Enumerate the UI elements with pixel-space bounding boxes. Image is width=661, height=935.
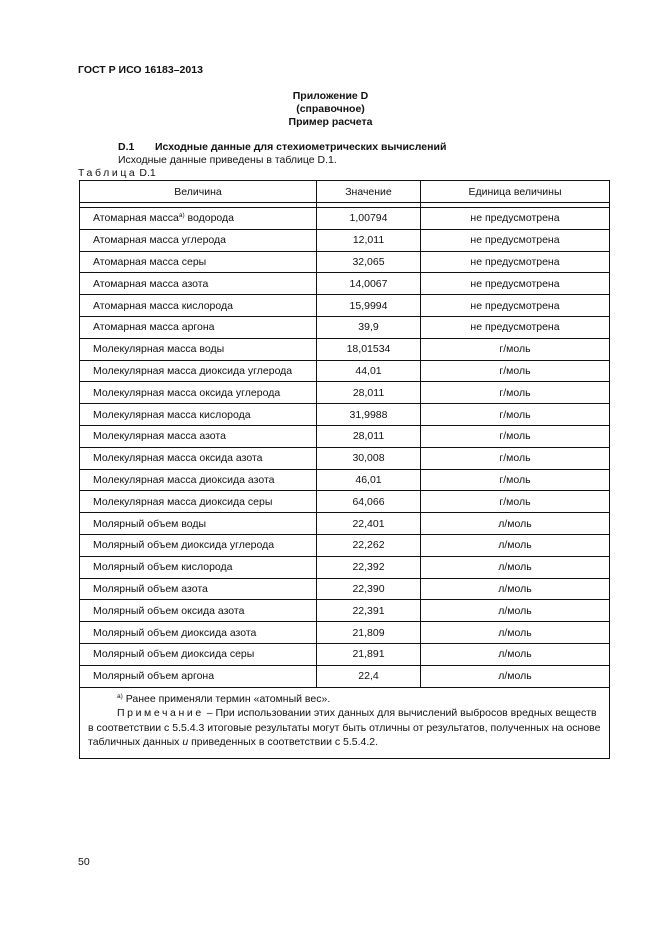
note-text-1: – При использовании этих данных для вычислений выбросов вредных веществ в соответствии с 5.5.4.3 итоговые результаты могут быть отличны от результатов, полученных на основе табличных данных <box>88 707 601 749</box>
cell-quantity: Молярный объем оксида азота <box>80 600 317 622</box>
cell-quantity: Молярный объем аргона <box>80 665 317 687</box>
cell-value: 22,262 <box>317 534 421 556</box>
footnote-a <box>88 692 601 707</box>
note-text-2: приведенных в соответствии с 5.5.4.2. <box>188 736 379 749</box>
cell-quantity: Молярный объем кислорода <box>80 556 317 578</box>
cell-quantity: Атомарная масса углерода <box>80 229 317 251</box>
cell-quantity: Молярный объем диоксида углерода <box>80 534 317 556</box>
section-intro: Исходные данные приведены в таблице D.1. <box>118 154 337 166</box>
section-title: Исходные данные для стехиометрических вычислений <box>155 141 447 153</box>
cell-value: 22,391 <box>317 600 421 622</box>
table-row <box>80 643 610 665</box>
cell-unit: не предусмотрена <box>421 251 610 273</box>
cell-unit: л/моль <box>421 622 610 644</box>
table-footnotes <box>80 687 610 758</box>
cell-unit: не предусмотрена <box>421 316 610 338</box>
cell-quantity: Атомарная масса серы <box>80 251 317 273</box>
table-row <box>80 273 610 295</box>
header-value: Значение <box>317 181 421 203</box>
appendix-subtitle: Пример расчета <box>288 116 373 128</box>
cell-value: 22,390 <box>317 578 421 600</box>
table-row <box>80 360 610 382</box>
cell-value: 39,9 <box>317 316 421 338</box>
cell-quantity: Молярный объем диоксида серы <box>80 643 317 665</box>
cell-unit: г/моль <box>421 469 610 491</box>
cell-unit: л/моль <box>421 534 610 556</box>
table-row <box>80 534 610 556</box>
table-row <box>80 578 610 600</box>
section-number: D.1 <box>118 141 135 153</box>
table-row <box>80 382 610 404</box>
cell-unit: л/моль <box>421 643 610 665</box>
cell-value: 44,01 <box>317 360 421 382</box>
cell-value: 22,392 <box>317 556 421 578</box>
cell-value: 18,01534 <box>317 338 421 360</box>
table-row <box>80 251 610 273</box>
cell-quantity: Молекулярная масса воды <box>80 338 317 360</box>
table-footnotes-row <box>80 687 610 758</box>
cell-value: 28,011 <box>317 382 421 404</box>
cell-unit: не предусмотрена <box>421 229 610 251</box>
table-row <box>80 316 610 338</box>
cell-unit: л/моль <box>421 556 610 578</box>
table-row <box>80 447 610 469</box>
header-unit: Единица величины <box>421 181 610 203</box>
cell-value: 32,065 <box>317 251 421 273</box>
cell-unit: г/моль <box>421 382 610 404</box>
note-label: Примечание <box>117 707 204 720</box>
cell-unit: л/моль <box>421 578 610 600</box>
quantity-text: Атомарная масса <box>93 212 179 225</box>
cell-quantity: Атомарная масса аргона <box>80 316 317 338</box>
table-caption-word: Таблица <box>78 167 138 179</box>
cell-unit: г/моль <box>421 404 610 426</box>
footnote-ref: а) <box>178 212 185 220</box>
cell-value: 14,0067 <box>317 273 421 295</box>
cell-quantity: Молярный объем диоксида азота <box>80 622 317 644</box>
table-row <box>80 229 610 251</box>
table-row <box>80 513 610 535</box>
note-italic-u: u <box>182 736 189 749</box>
cell-unit: г/моль <box>421 360 610 382</box>
cell-value: 21,809 <box>317 622 421 644</box>
cell-unit: г/моль <box>421 447 610 469</box>
cell-value: 31,9988 <box>317 404 421 426</box>
cell-value: 1,00794 <box>317 208 421 230</box>
table-row <box>80 295 610 317</box>
section-heading <box>118 141 446 153</box>
table-header-row <box>80 181 610 203</box>
cell-unit: не предусмотрена <box>421 273 610 295</box>
page-number: 50 <box>78 856 90 868</box>
cell-quantity: Молярный объем азота <box>80 578 317 600</box>
cell-quantity: Молекулярная масса оксида азота <box>80 447 317 469</box>
header-quantity: Величина <box>80 181 317 203</box>
cell-value: 46,01 <box>317 469 421 491</box>
cell-value: 28,011 <box>317 425 421 447</box>
table-row <box>80 622 610 644</box>
table-row <box>80 338 610 360</box>
cell-quantity: Атомарная масса кислорода <box>80 295 317 317</box>
cell-quantity <box>80 208 317 230</box>
table-row <box>80 665 610 687</box>
cell-quantity: Молярный объем воды <box>80 513 317 535</box>
cell-value: 30,008 <box>317 447 421 469</box>
cell-value: 21,891 <box>317 643 421 665</box>
cell-value: 12,011 <box>317 229 421 251</box>
cell-unit: не предусмотрена <box>421 295 610 317</box>
cell-unit: л/моль <box>421 600 610 622</box>
cell-unit: г/моль <box>421 425 610 447</box>
table-note <box>88 706 601 750</box>
table-caption-id: D.1 <box>139 167 156 179</box>
cell-quantity: Молекулярная масса диоксида углерода <box>80 360 317 382</box>
table-caption <box>78 167 156 179</box>
footnote-marker: а) <box>117 692 123 700</box>
document-code: ГОСТ Р ИСО 16183–2013 <box>78 64 203 76</box>
table-row <box>80 404 610 426</box>
cell-unit: л/моль <box>421 513 610 535</box>
table-row <box>80 600 610 622</box>
cell-quantity: Молекулярная масса оксида углерода <box>80 382 317 404</box>
table-row <box>80 491 610 513</box>
appendix-status: (справочное) <box>296 103 365 115</box>
cell-unit: не предусмотрена <box>421 208 610 230</box>
table-row <box>80 425 610 447</box>
data-table <box>79 180 610 759</box>
footnote-text: Ранее применяли термин «атомный вес». <box>122 692 331 705</box>
appendix-title: Приложение D <box>292 90 369 102</box>
table-row <box>80 469 610 491</box>
cell-value: 64,066 <box>317 491 421 513</box>
cell-unit: г/моль <box>421 338 610 360</box>
table-row <box>80 556 610 578</box>
cell-value: 22,401 <box>317 513 421 535</box>
cell-quantity: Молекулярная масса диоксида серы <box>80 491 317 513</box>
cell-value: 15,9994 <box>317 295 421 317</box>
cell-value: 22,4 <box>317 665 421 687</box>
table-row <box>80 208 610 230</box>
cell-quantity: Молекулярная масса диоксида азота <box>80 469 317 491</box>
cell-quantity: Молекулярная масса азота <box>80 425 317 447</box>
cell-unit: л/моль <box>421 665 610 687</box>
cell-quantity: Атомарная масса азота <box>80 273 317 295</box>
cell-unit: г/моль <box>421 491 610 513</box>
quantity-text-tail: водорода <box>184 212 234 225</box>
cell-quantity: Молекулярная масса кислорода <box>80 404 317 426</box>
